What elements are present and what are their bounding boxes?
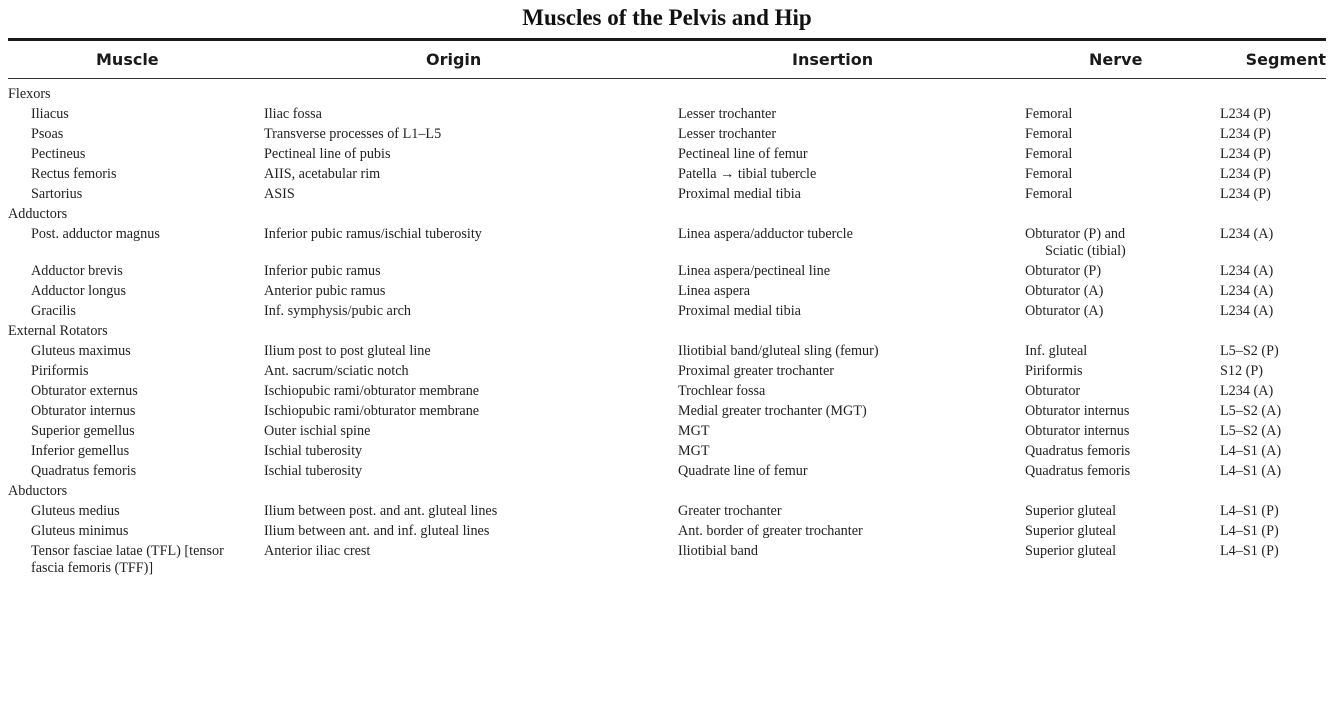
muscle-cell: Post. adductor magnus <box>31 226 160 242</box>
table-row <box>8 341 1326 361</box>
origin-cell: Outer ischial spine <box>264 423 371 439</box>
muscle-cell: Gluteus minimus <box>31 523 129 539</box>
table-row <box>8 381 1326 401</box>
nerve-cell: Obturator (A) <box>1025 303 1104 319</box>
origin-cell: Ilium post to post gluteal line <box>264 343 431 359</box>
column-header-muscle: Muscle <box>96 50 159 69</box>
column-header-segment: Segment <box>1245 50 1326 69</box>
segment-cell: L234 (A) <box>1220 383 1274 399</box>
segment-cell: L4–S1 (P) <box>1220 543 1279 559</box>
table-row <box>8 184 1326 204</box>
insertion-cell: Lesser trochanter <box>678 106 777 122</box>
table-row <box>8 164 1326 184</box>
origin-cell: Inf. symphysis/pubic arch <box>264 303 411 319</box>
muscle-cell: Adductor brevis <box>31 263 123 279</box>
insertion-cell: Ant. border of greater trochanter <box>678 523 863 539</box>
segment-cell: L234 (P) <box>1220 126 1271 142</box>
insertion-cell: Lesser trochanter <box>678 126 777 142</box>
origin-cell: Ischiopubic rami/obturator membrane <box>264 383 480 399</box>
nerve-cell: Femoral <box>1025 186 1073 202</box>
muscle-cell: Obturator externus <box>31 383 138 399</box>
group-header-row <box>8 84 1326 104</box>
segment-cell: L4–S1 (P) <box>1220 503 1279 519</box>
origin-cell: Ant. sacrum/sciatic notch <box>264 363 409 379</box>
origin-cell: AIIS, acetabular rim <box>264 166 381 182</box>
table-row <box>8 421 1326 441</box>
origin-cell: Inferior pubic ramus/ischial tuberosity <box>264 226 482 242</box>
segment-cell: L234 (A) <box>1220 303 1274 319</box>
origin-cell: Ischiopubic rami/obturator membrane <box>264 403 480 419</box>
nerve-cell: Femoral <box>1025 146 1073 162</box>
muscle-cell: Adductor longus <box>31 283 126 299</box>
segment-cell: L234 (P) <box>1220 186 1271 202</box>
origin-cell: Iliac fossa <box>264 106 322 122</box>
origin-cell: ASIS <box>264 186 295 202</box>
table-row <box>8 461 1326 481</box>
column-header-nerve: Nerve <box>1089 50 1143 69</box>
nerve-cell <box>1025 224 1220 261</box>
nerve-cell: Piriformis <box>1025 363 1083 379</box>
nerve-line: Obturator (P) and <box>1025 226 1126 242</box>
segment-cell: S12 (P) <box>1220 363 1263 379</box>
origin-cell: Anterior iliac crest <box>264 543 371 559</box>
table-row <box>8 441 1326 461</box>
nerve-cell: Superior gluteal <box>1025 543 1117 559</box>
table-row <box>8 541 1326 578</box>
table-row <box>8 144 1326 164</box>
group-label: Flexors <box>8 86 51 102</box>
muscle-cell: Gluteus medius <box>31 503 120 519</box>
nerve-cell: Femoral <box>1025 106 1073 122</box>
segment-cell: L5–S2 (A) <box>1220 403 1282 419</box>
segment-cell: L234 (A) <box>1220 283 1274 299</box>
table-row <box>8 104 1326 124</box>
insertion-cell: Greater trochanter <box>678 503 782 519</box>
table-row <box>8 521 1326 541</box>
origin-cell: Ilium between ant. and inf. gluteal lines <box>264 523 490 539</box>
group-header-row <box>8 321 1326 341</box>
muscle-cell: Sartorius <box>31 186 83 202</box>
nerve-cell: Obturator <box>1025 383 1081 399</box>
muscle-cell: Superior gemellus <box>31 423 135 439</box>
insertion-cell: Proximal medial tibia <box>678 303 801 319</box>
table-row <box>8 361 1326 381</box>
insertion-cell: Iliotibial band/gluteal sling (femur) <box>678 343 879 359</box>
origin-cell: Ilium between post. and ant. gluteal lines <box>264 503 498 519</box>
nerve-cell: Obturator internus <box>1025 403 1130 419</box>
muscle-cell: Rectus femoris <box>31 166 117 182</box>
segment-cell: L234 (A) <box>1220 263 1274 279</box>
segment-cell: L5–S2 (P) <box>1220 343 1279 359</box>
table-row <box>8 224 1326 261</box>
segment-cell: L234 (A) <box>1220 226 1274 242</box>
insertion-cell: MGT <box>678 423 710 439</box>
nerve-cell: Obturator (A) <box>1025 283 1104 299</box>
muscle-cell: Gracilis <box>31 303 76 319</box>
origin-cell: Inferior pubic ramus <box>264 263 381 279</box>
group-label: External Rotators <box>8 323 108 339</box>
table-row <box>8 301 1326 321</box>
segment-cell: L4–S1 (P) <box>1220 523 1279 539</box>
muscle-table <box>8 41 1326 578</box>
muscle-cell: Piriformis <box>31 363 89 379</box>
group-header-row <box>8 481 1326 501</box>
origin-cell: Ischial tuberosity <box>264 443 363 459</box>
muscle-cell: Iliacus <box>31 106 69 122</box>
nerve-cell: Quadratus femoris <box>1025 443 1131 459</box>
origin-cell: Transverse processes of L1–L5 <box>264 126 442 142</box>
insertion-cell: Linea aspera/adductor tubercle <box>678 226 853 242</box>
group-header-row <box>8 204 1326 224</box>
origin-cell: Pectineal line of pubis <box>264 146 391 162</box>
insertion-cell: Medial greater trochanter (MGT) <box>678 403 867 419</box>
segment-cell: L234 (P) <box>1220 146 1271 162</box>
table-title: Muscles of the Pelvis and Hip <box>522 5 812 30</box>
nerve-cell: Obturator (P) <box>1025 263 1102 279</box>
muscle-cell: Quadratus femoris <box>31 463 137 479</box>
nerve-cell: Femoral <box>1025 166 1073 182</box>
origin-cell: Anterior pubic ramus <box>264 283 386 299</box>
insertion-cell: Proximal greater trochanter <box>678 363 834 379</box>
column-header-origin: Origin <box>426 50 482 69</box>
group-label: Adductors <box>8 206 68 222</box>
column-header-insertion: Insertion <box>792 50 874 69</box>
table-row <box>8 501 1326 521</box>
nerve-cell: Superior gluteal <box>1025 523 1117 539</box>
table-row <box>8 281 1326 301</box>
insertion-cell: Linea aspera <box>678 283 751 299</box>
table-row <box>8 401 1326 421</box>
muscle-cell: Tensor fasciae latae (TFL) [tensor fascia femoris (TFF)] <box>31 543 224 576</box>
muscle-cell: Obturator internus <box>31 403 136 419</box>
segment-cell: L4–S1 (A) <box>1220 443 1282 459</box>
muscle-cell: Psoas <box>31 126 64 142</box>
origin-cell: Ischial tuberosity <box>264 463 363 479</box>
group-label: Abductors <box>8 483 68 499</box>
insertion-cell: Trochlear fossa <box>678 383 766 399</box>
insertion-cell: Patella → tibial tubercle <box>678 166 817 182</box>
insertion-cell: Iliotibial band <box>678 543 758 559</box>
segment-cell: L234 (P) <box>1220 106 1271 122</box>
table-row <box>8 124 1326 144</box>
muscle-cell: Inferior gemellus <box>31 443 130 459</box>
insertion-cell: MGT <box>678 443 710 459</box>
nerve-cell: Inf. gluteal <box>1025 343 1088 359</box>
insertion-cell: Pectineal line of femur <box>678 146 808 162</box>
table-header <box>8 41 1326 78</box>
insertion-cell: Quadrate line of femur <box>678 463 808 479</box>
insertion-cell: Proximal medial tibia <box>678 186 801 202</box>
nerve-cell: Superior gluteal <box>1025 503 1117 519</box>
nerve-cell: Quadratus femoris <box>1025 463 1131 479</box>
table-row <box>8 261 1326 281</box>
table-body <box>8 78 1326 578</box>
muscle-cell: Gluteus maximus <box>31 343 131 359</box>
segment-cell: L234 (P) <box>1220 166 1271 182</box>
muscle-cell: Pectineus <box>31 146 86 162</box>
segment-cell: L5–S2 (A) <box>1220 423 1282 439</box>
segment-cell: L4–S1 (A) <box>1220 463 1282 479</box>
nerve-cell: Obturator internus <box>1025 423 1130 439</box>
nerve-cell: Femoral <box>1025 126 1073 142</box>
nerve-line-continued: Sciatic (tibial) <box>1045 243 1126 259</box>
insertion-cell: Linea aspera/pectineal line <box>678 263 831 279</box>
